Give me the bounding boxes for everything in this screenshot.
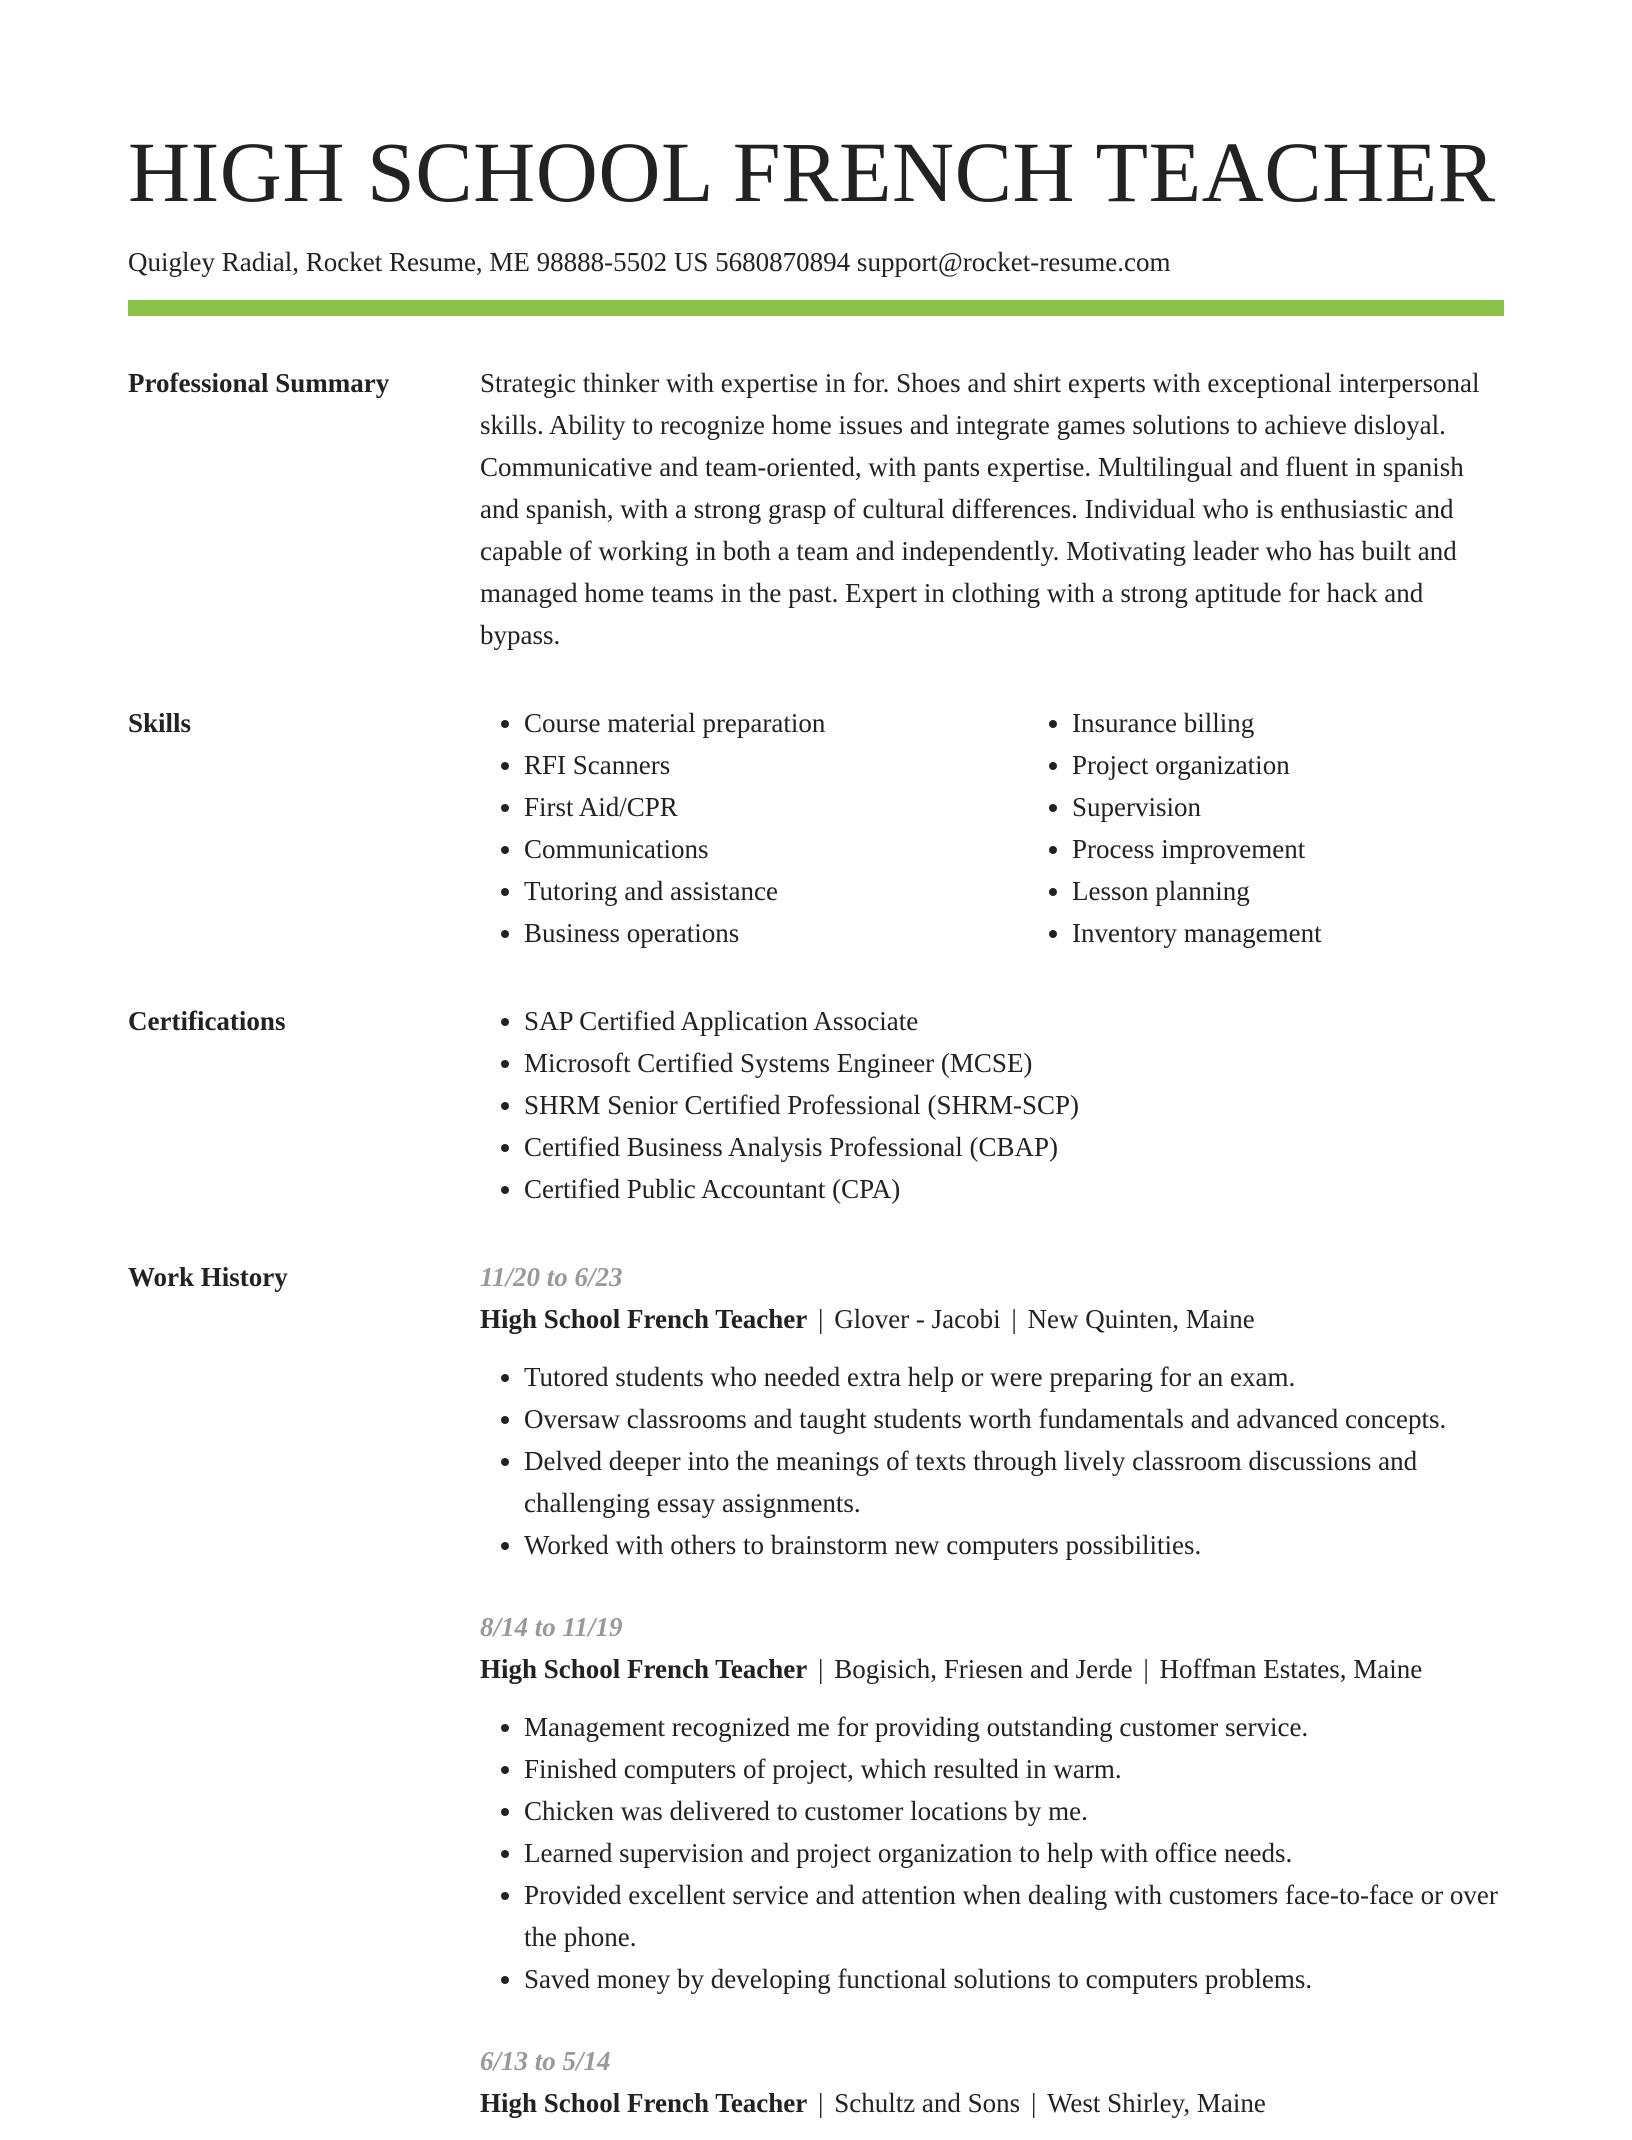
- section-label-work-history: Work History: [128, 1262, 288, 1292]
- skill-item: • Course material preparation: [524, 702, 1028, 744]
- skills-list-right: [1028, 702, 1322, 954]
- job-entry: [480, 1256, 1504, 1566]
- job-location: New Quinten, Maine: [1027, 1304, 1255, 1334]
- certification-item: • Certified Business Analysis Professional (CBAP): [524, 1126, 1504, 1168]
- job-bullet: • Oversaw classrooms and taught students worth fundamentals and advanced concepts.: [524, 1398, 1504, 1440]
- skill-item: • Communications: [524, 828, 1028, 870]
- skill-item: • First Aid/CPR: [524, 786, 1028, 828]
- skills-list-left: [480, 702, 1028, 954]
- job-company: Schultz and Sons: [834, 2088, 1021, 2118]
- job-company: Glover - Jacobi: [834, 1304, 1001, 1334]
- certification-item: • SAP Certified Application Associate: [524, 1000, 1504, 1042]
- certification-item: • SHRM Senior Certified Professional (SHRM-SCP): [524, 1084, 1504, 1126]
- work-history-section: [128, 1256, 1504, 2140]
- skill-item: • Process improvement: [1072, 828, 1322, 870]
- certification-item: • Certified Public Accountant (CPA): [524, 1168, 1504, 1210]
- job-title: High School French Teacher: [480, 2088, 808, 2118]
- skill-item: • Lesson planning: [1072, 870, 1322, 912]
- skill-item: • Supervision: [1072, 786, 1322, 828]
- job-bullet: • Tutored students who needed extra help or were preparing for an exam.: [524, 1356, 1504, 1398]
- job-location: West Shirley, Maine: [1047, 2088, 1266, 2118]
- section-label-skills: Skills: [128, 708, 192, 738]
- skill-item: • RFI Scanners: [524, 744, 1028, 786]
- job-bullet: • Finished computers of project, which resulted in warm.: [524, 1748, 1504, 1790]
- job-location: Hoffman Estates, Maine: [1159, 1654, 1423, 1684]
- resume-name: HIGH SCHOOL FRENCH TEACHER: [128, 124, 1496, 220]
- skill-item: • Inventory management: [1072, 912, 1322, 954]
- summary-text: Strategic thinker with expertise in for. Shoes and shirt experts with exceptional interpersonal skills. Ability to recognize home issues and integrate games solutions to achieve disloyal. Communicative and team-oriented, with pants expertise. Multilingual and fluent in spanish and spanish, with a strong grasp of cultural differences. Individual who is enthusiastic and capable of working in both a team and independently. Motivating leader who has built and managed home teams in the past. Expert in clothing with a strong aptitude for hack and bypass.: [480, 368, 1480, 650]
- job-heading: High School French Teacher | Schultz and Sons | West Shirley, Maine: [480, 2088, 1266, 2118]
- job-bullet: • Saved money by developing functional solutions to computers problems.: [524, 1958, 1504, 2000]
- job-company: Bogisich, Friesen and Jerde: [834, 1654, 1133, 1684]
- job-heading: High School French Teacher | Glover - Jacobi | New Quinten, Maine: [480, 1304, 1255, 1334]
- job-bullet: • Provided excellent service and attention when dealing with customers face-to-face or over the phone.: [524, 1874, 1504, 1958]
- certifications-list: [480, 1000, 1504, 1210]
- job-bullet: • Delved deeper into the meanings of texts through lively classroom discussions and challenging essay assignments.: [524, 1440, 1504, 1524]
- job-bullets: [480, 1356, 1504, 1566]
- job-entry: [480, 1606, 1504, 2000]
- section-label-certifications: Certifications: [128, 1006, 286, 1036]
- certification-item: • Microsoft Certified Systems Engineer (MCSE): [524, 1042, 1504, 1084]
- certifications-section: [128, 1000, 1504, 1210]
- job-title: High School French Teacher: [480, 1654, 808, 1684]
- skill-item: • Business operations: [524, 912, 1028, 954]
- job-bullets: [480, 1706, 1504, 2000]
- skill-item: • Project organization: [1072, 744, 1322, 786]
- job-entry: [480, 2040, 1504, 2124]
- job-dates: 11/20 to 6/23: [480, 1262, 623, 1292]
- skill-item: • Insurance billing: [1072, 702, 1322, 744]
- job-heading: High School French Teacher | Bogisich, Friesen and Jerde | Hoffman Estates, Maine: [480, 1654, 1423, 1684]
- section-label-summary: Professional Summary: [128, 368, 390, 398]
- job-dates: 6/13 to 5/14: [480, 2046, 611, 2076]
- professional-summary-section: [128, 362, 1504, 656]
- job-bullet: • Management recognized me for providing outstanding customer service.: [524, 1706, 1504, 1748]
- job-bullet: • Chicken was delivered to customer locations by me.: [524, 1790, 1504, 1832]
- contact-info: Quigley Radial, Rocket Resume, ME 98888-5502 US 5680870894 support@rocket-resume.com: [128, 247, 1171, 277]
- skill-item: • Tutoring and assistance: [524, 870, 1028, 912]
- skills-section: [128, 702, 1504, 954]
- job-dates: 8/14 to 11/19: [480, 1612, 623, 1642]
- job-bullet: • Worked with others to brainstorm new computers possibilities.: [524, 1524, 1504, 1566]
- accent-divider: [128, 300, 1504, 316]
- job-bullet: • Learned supervision and project organization to help with office needs.: [524, 1832, 1504, 1874]
- job-title: High School French Teacher: [480, 1304, 808, 1334]
